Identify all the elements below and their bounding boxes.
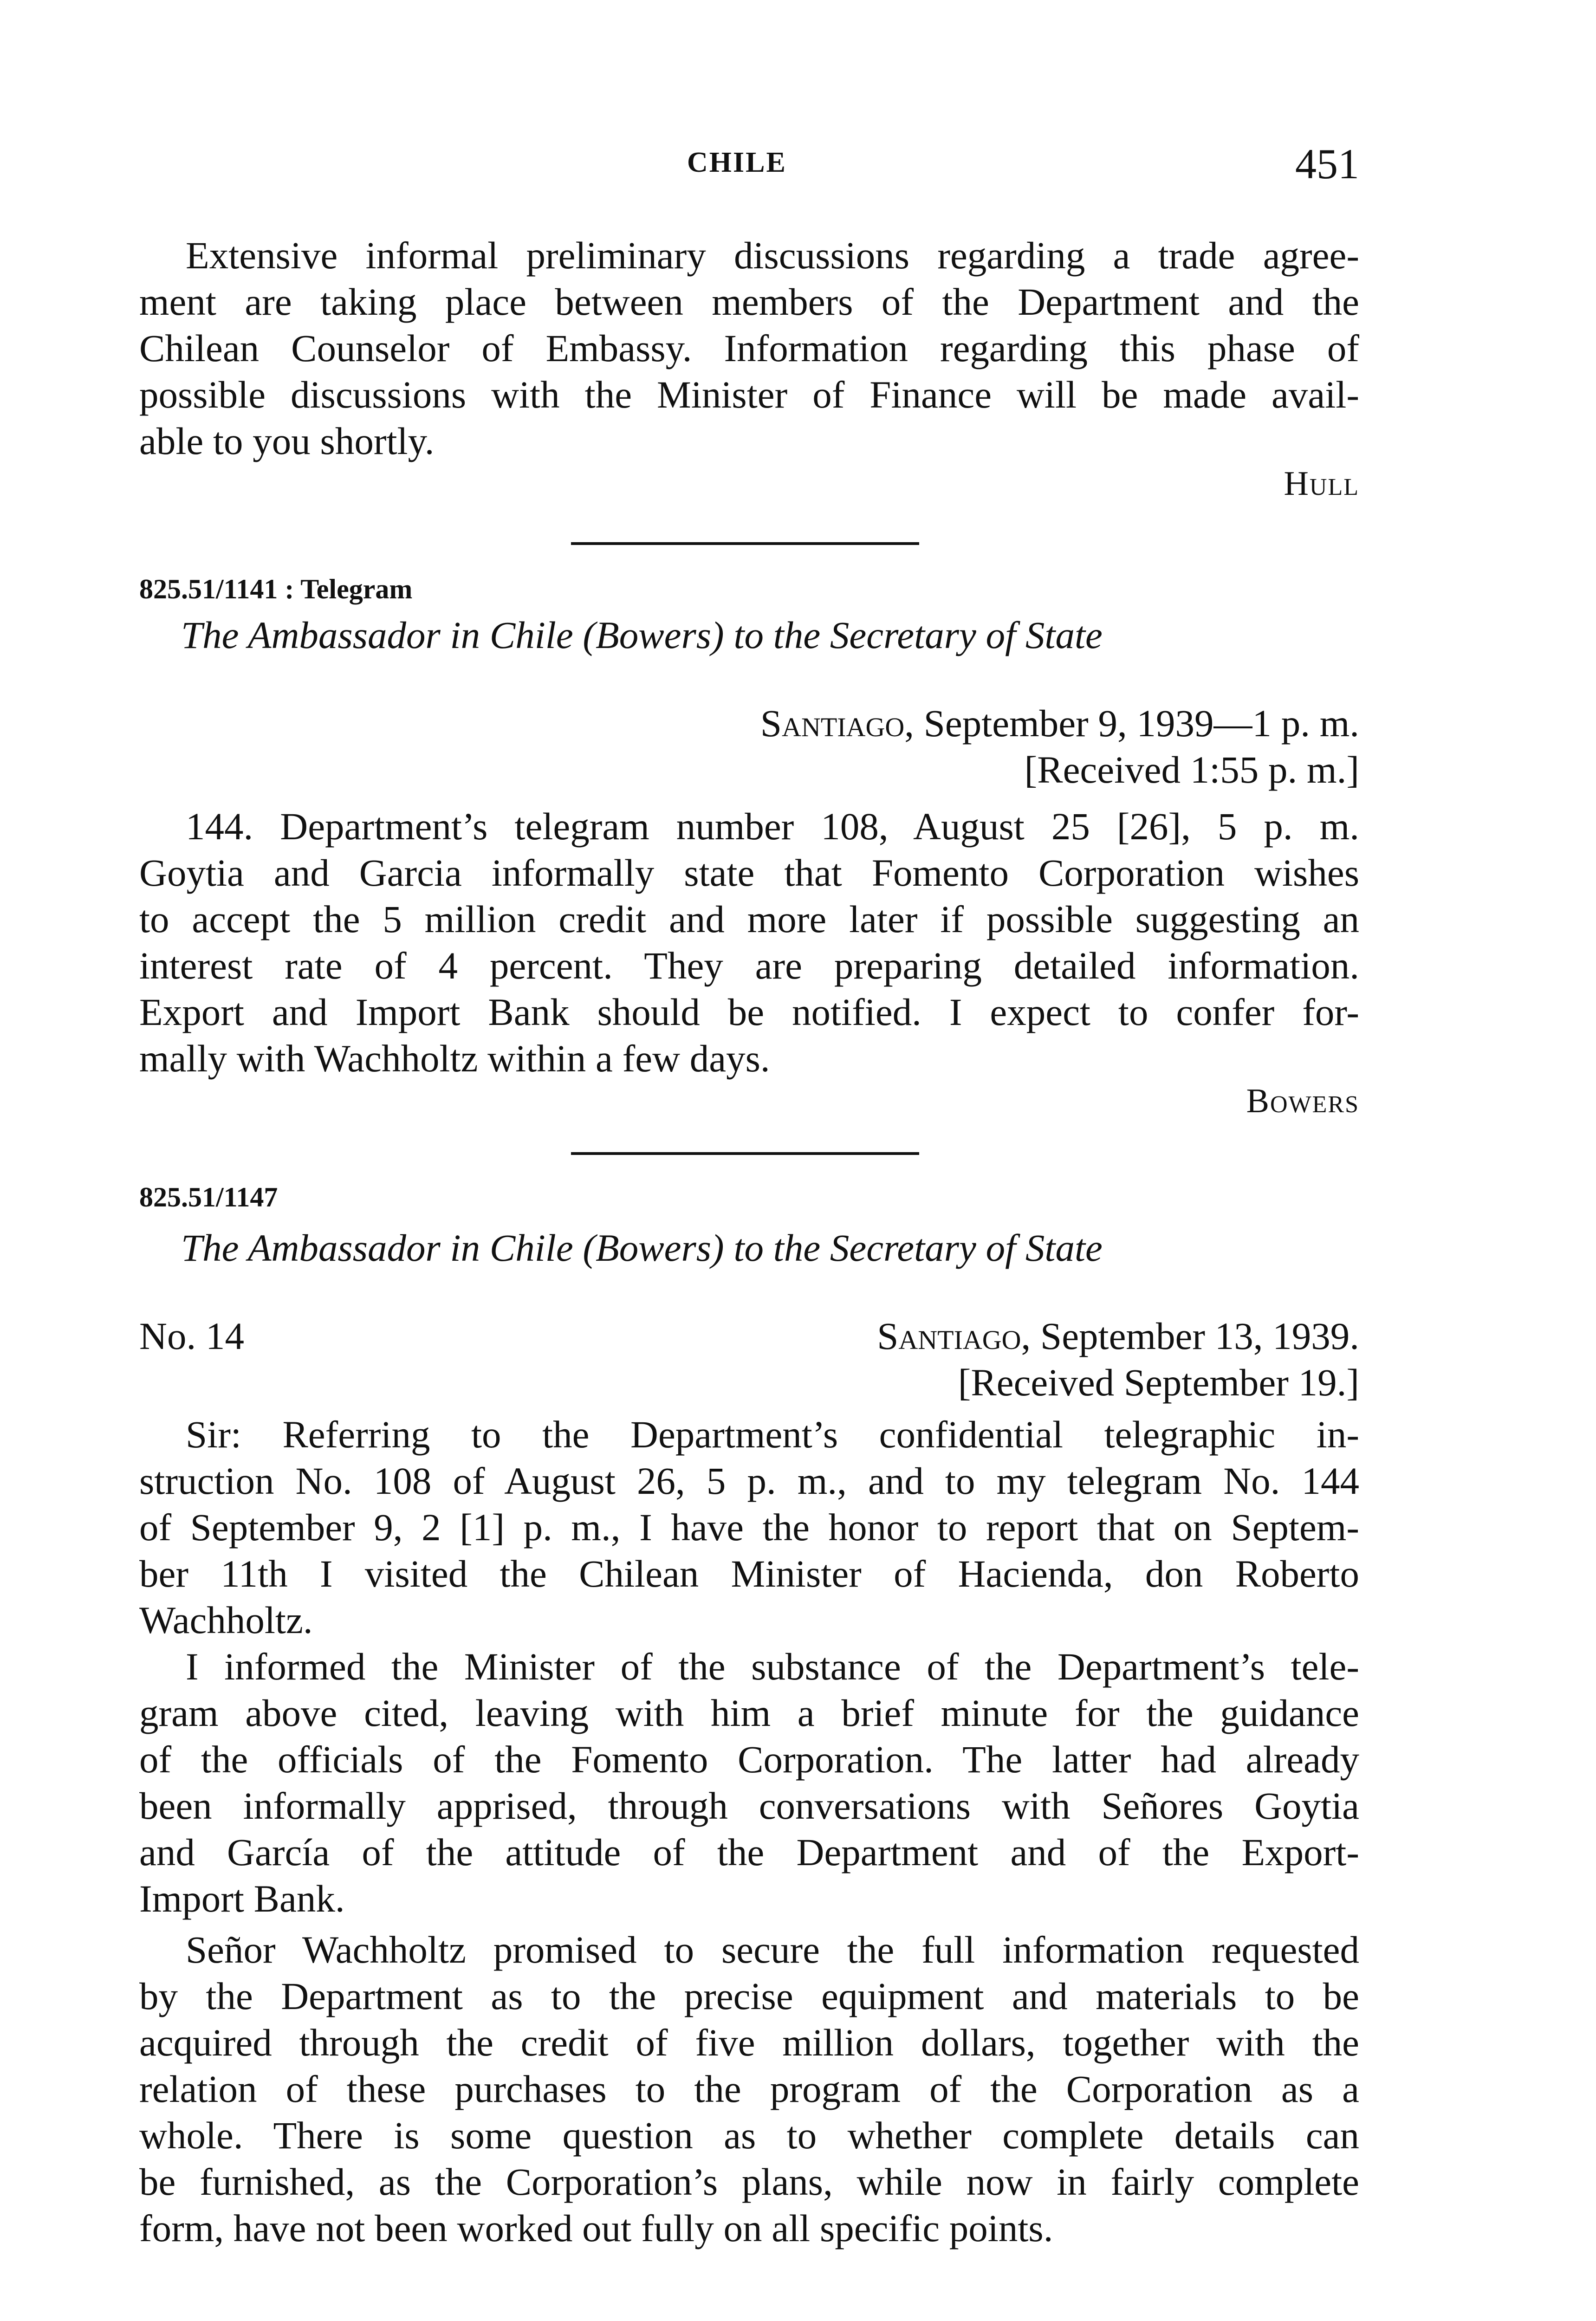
text-line: ment are taking place between members of the Department and the [139,280,1359,323]
text-line: of the officials of the Fomento Corporation. The latter had already [139,1738,1359,1781]
dateline-place: Santiago, [760,702,914,745]
text-line: 144. Department’s telegram number 108, August 25 [26], 5 p. m. [186,805,1359,848]
dispatch-number: No. 14 [139,1315,244,1357]
running-title: CHILE [687,147,787,178]
received-note: [Received September 19.] [958,1361,1359,1404]
text-line: by the Department as to the precise equipment and materials to be [139,1975,1359,2017]
text-line: and García of the attitude of the Department and of the Export- [139,1831,1359,1874]
text-line: form, have not been worked out fully on all specific points. [139,2207,1053,2250]
dateline [760,701,1359,746]
dateline-date: September 13, 1939. [1040,1315,1359,1357]
text-line: Chilean Counselor of Embassy. Information regarding this phase of [139,327,1359,370]
signature-bowers: Bowers [1246,1082,1359,1120]
file-reference: 825.51/1141 : Telegram [139,574,413,604]
text-line: mally with Wachholtz within a few days. [139,1037,770,1080]
text-line: Sir: Referring to the Department’s confidential telegraphic in- [186,1413,1359,1456]
dateline-date: September 9, 1939—1 p. m. [923,702,1359,745]
text-line: Señor Wachholtz promised to secure the full information requested [186,1928,1359,1971]
signature-hull: Hull [1284,465,1359,503]
document-heading: The Ambassador in Chile (Bowers) to the Secretary of State [181,614,1103,656]
text-line: Export and Import Bank should be notified. I expect to confer for- [139,991,1359,1033]
text-line: relation of these purchases to the program of the Corporation as a [139,2068,1359,2110]
text-line: interest rate of 4 percent. They are preparing detailed information. [139,944,1359,987]
text-line: struction No. 108 of August 26, 5 p. m., and to my telegram No. 144 [139,1459,1359,1502]
text-line: possible discussions with the Minister of Finance will be made avail- [139,373,1359,416]
text-line: Goytia and Garcia informally state that Fomento Corporation wishes [139,851,1359,894]
text-line: I informed the Minister of the substance of the Department’s tele- [186,1645,1359,1688]
section-divider [571,1152,919,1155]
text-line: gram above cited, leaving with him a brief minute for the guidance [139,1692,1359,1734]
text-line: acquired through the credit of five million dollars, together with the [139,2021,1359,2064]
text-line: Extensive informal preliminary discussions regarding a trade agree- [186,234,1359,277]
section-divider [571,542,919,545]
text-line: Import Bank. [139,1877,345,1920]
dateline-place: Santiago, [877,1315,1031,1357]
text-line: ber 11th I visited the Chilean Minister of Hacienda, don Roberto [139,1552,1359,1595]
file-reference: 825.51/1147 [139,1182,278,1212]
text-line: able to you shortly. [139,420,435,462]
text-line: Wachholtz. [139,1599,313,1641]
dateline [877,1314,1359,1358]
text-line: been informally apprised, through conversations with Señores Goytia [139,1784,1359,1827]
document-heading: The Ambassador in Chile (Bowers) to the Secretary of State [181,1226,1103,1269]
text-line: whole. There is some question as to whether complete details can [139,2114,1359,2157]
text-line: be furnished, as the Corporation’s plans, while now in fairly complete [139,2160,1359,2203]
text-line: to accept the 5 million credit and more later if possible suggesting an [139,898,1359,940]
received-note: [Received 1:55 p. m.] [1024,748,1359,791]
page-number: 451 [1295,140,1359,188]
text-line: of September 9, 2 [1] p. m., I have the honor to report that on Septem- [139,1506,1359,1549]
